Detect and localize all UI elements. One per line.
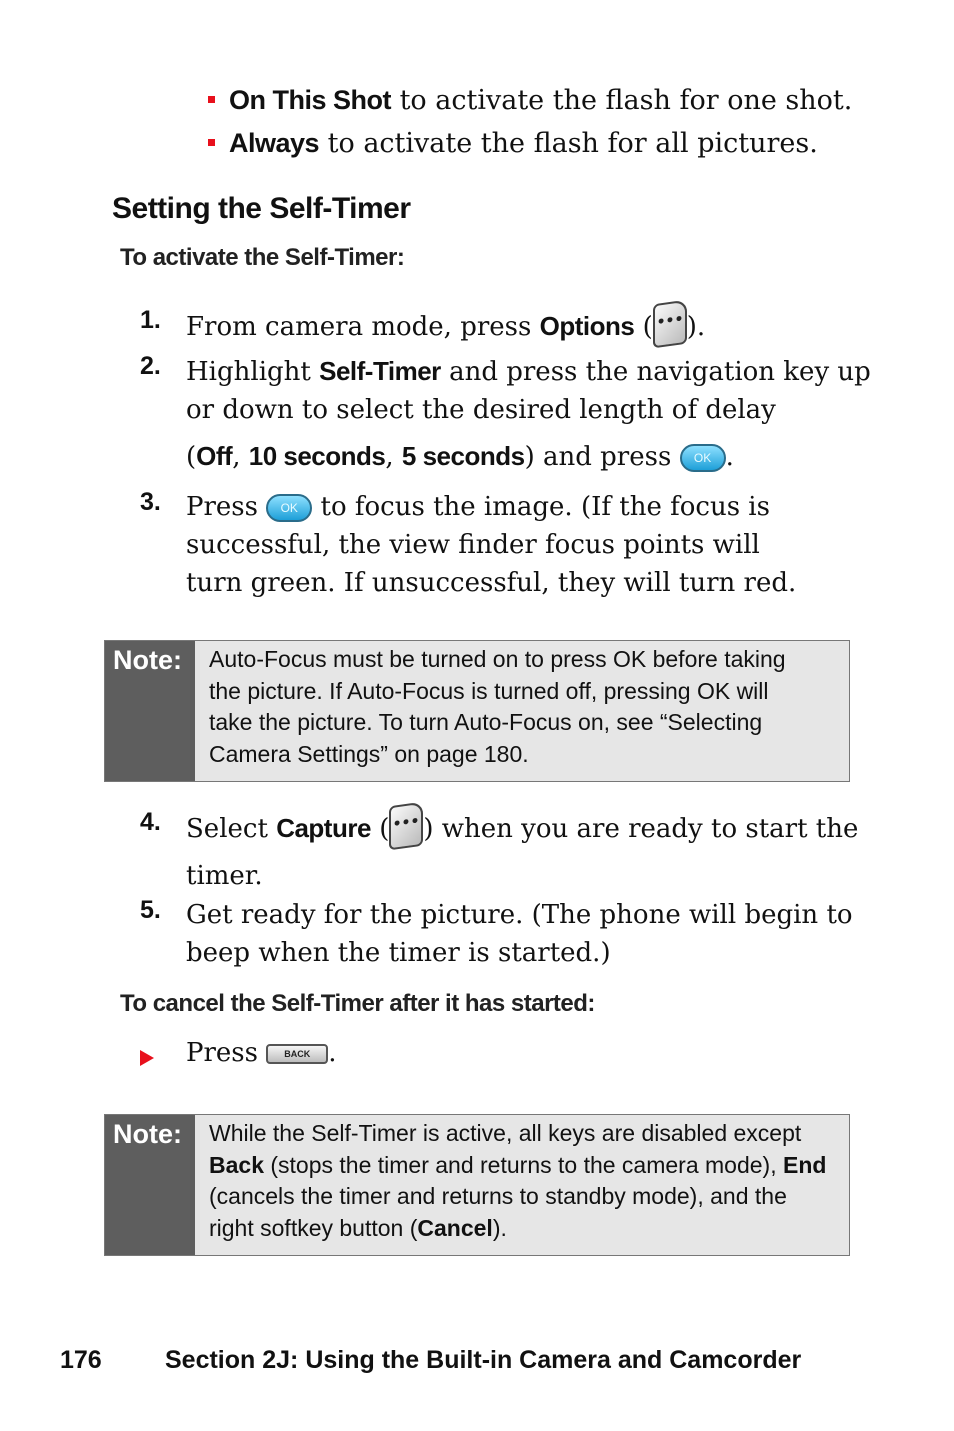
bullet-on-this-shot xyxy=(208,82,852,119)
step-number: 1. xyxy=(140,306,161,334)
step-text: beep when the timer is started.) xyxy=(186,938,611,968)
key-name: Options xyxy=(539,311,635,341)
paren: ). xyxy=(686,312,706,342)
page-number: 176 xyxy=(60,1346,102,1374)
option-5-seconds: 5 seconds xyxy=(401,441,525,471)
step-text: Get ready for the picture. (The phone will begin to xyxy=(186,900,853,930)
step-number: 5. xyxy=(140,896,161,924)
note-line: While the Self-Timer is active, all keys are disabled except xyxy=(209,1120,802,1146)
note-body xyxy=(209,1115,849,1252)
note-line: Camera Settings” on page 180. xyxy=(209,740,529,767)
note-label: Note: xyxy=(105,1115,195,1255)
red-square-bullet-icon xyxy=(208,96,215,103)
step-number: 3. xyxy=(140,488,161,516)
key-name: Capture xyxy=(276,813,371,843)
menu-item-name: Self-Timer xyxy=(319,356,441,386)
step-text: turn green. If unsuccessful, they will turn red. xyxy=(186,568,797,598)
bullet-always xyxy=(208,125,818,162)
note-label: Note: xyxy=(105,641,195,781)
red-arrow-bullet-icon xyxy=(140,1050,154,1066)
option-name: Always xyxy=(229,128,320,158)
step-number: 2. xyxy=(140,352,161,380)
step-text: Press xyxy=(186,1038,267,1068)
key-name-end: End xyxy=(783,1151,827,1178)
step-text: Press xyxy=(186,492,267,522)
key-name-cancel: Cancel xyxy=(417,1214,493,1241)
back-key-icon: BACK xyxy=(266,1044,328,1064)
note-body xyxy=(209,641,849,778)
red-square-bullet-icon xyxy=(208,139,215,146)
option-10-seconds: 10 seconds xyxy=(248,441,386,471)
cancel-step xyxy=(186,1038,337,1068)
step-text: ) when you are ready to start the xyxy=(423,814,859,844)
ok-key-icon: OK xyxy=(266,494,312,522)
note-line: (cancels the timer and returns to standby mode), and the xyxy=(209,1183,787,1209)
period: . xyxy=(328,1038,337,1068)
note-box-autofocus xyxy=(104,640,850,782)
step-text: From camera mode, press xyxy=(186,312,540,342)
separator: , xyxy=(385,442,402,472)
paren: ( xyxy=(186,442,197,472)
note-text: (stops the timer and returns to the camera mode), xyxy=(263,1151,783,1178)
paren: ( xyxy=(634,312,653,342)
ok-key-icon: OK xyxy=(680,444,726,472)
step-number: 4. xyxy=(140,808,161,836)
step-text: successful, the view finder focus points will xyxy=(186,530,760,560)
option-name: On This Shot xyxy=(229,85,391,115)
section-heading: Setting the Self-Timer xyxy=(112,192,411,225)
option-off: Off xyxy=(196,441,233,471)
note-line: Auto-Focus must be turned on to press OK before taking xyxy=(209,646,786,672)
note-line: take the picture. To turn Auto-Focus on, see “Selecting xyxy=(209,709,763,735)
step-text: or down to select the desired length of delay xyxy=(186,395,776,425)
step-text: Select xyxy=(186,814,277,844)
period: . xyxy=(725,442,734,472)
separator: , xyxy=(232,442,249,472)
step-text: ) and press xyxy=(524,442,680,472)
step-text: and press the navigation key up xyxy=(440,357,871,387)
note-text: right softkey button ( xyxy=(209,1214,418,1241)
option-description: to activate the flash for all pictures. xyxy=(319,128,818,159)
option-description: to activate the flash for one shot. xyxy=(391,85,853,116)
left-softkey-icon: ••• xyxy=(653,300,687,349)
note-line: the picture. If Auto-Focus is turned off, pressing OK will xyxy=(209,677,769,704)
step-text: timer. xyxy=(186,861,263,891)
left-softkey-icon: ••• xyxy=(389,802,423,851)
cancel-subheading: To cancel the Self-Timer after it has started: xyxy=(120,990,595,1017)
paren: ( xyxy=(370,814,390,844)
section-title-footer: Section 2J: Using the Built-in Camera and Camcorder xyxy=(165,1346,802,1374)
note-box-keys-disabled xyxy=(104,1114,850,1256)
step-text: Highlight xyxy=(186,357,320,387)
key-name-back: Back xyxy=(209,1151,264,1178)
note-text: ). xyxy=(492,1214,507,1241)
step-text: to focus the image. (If the focus is xyxy=(312,492,770,522)
activate-subheading: To activate the Self-Timer: xyxy=(120,244,405,271)
